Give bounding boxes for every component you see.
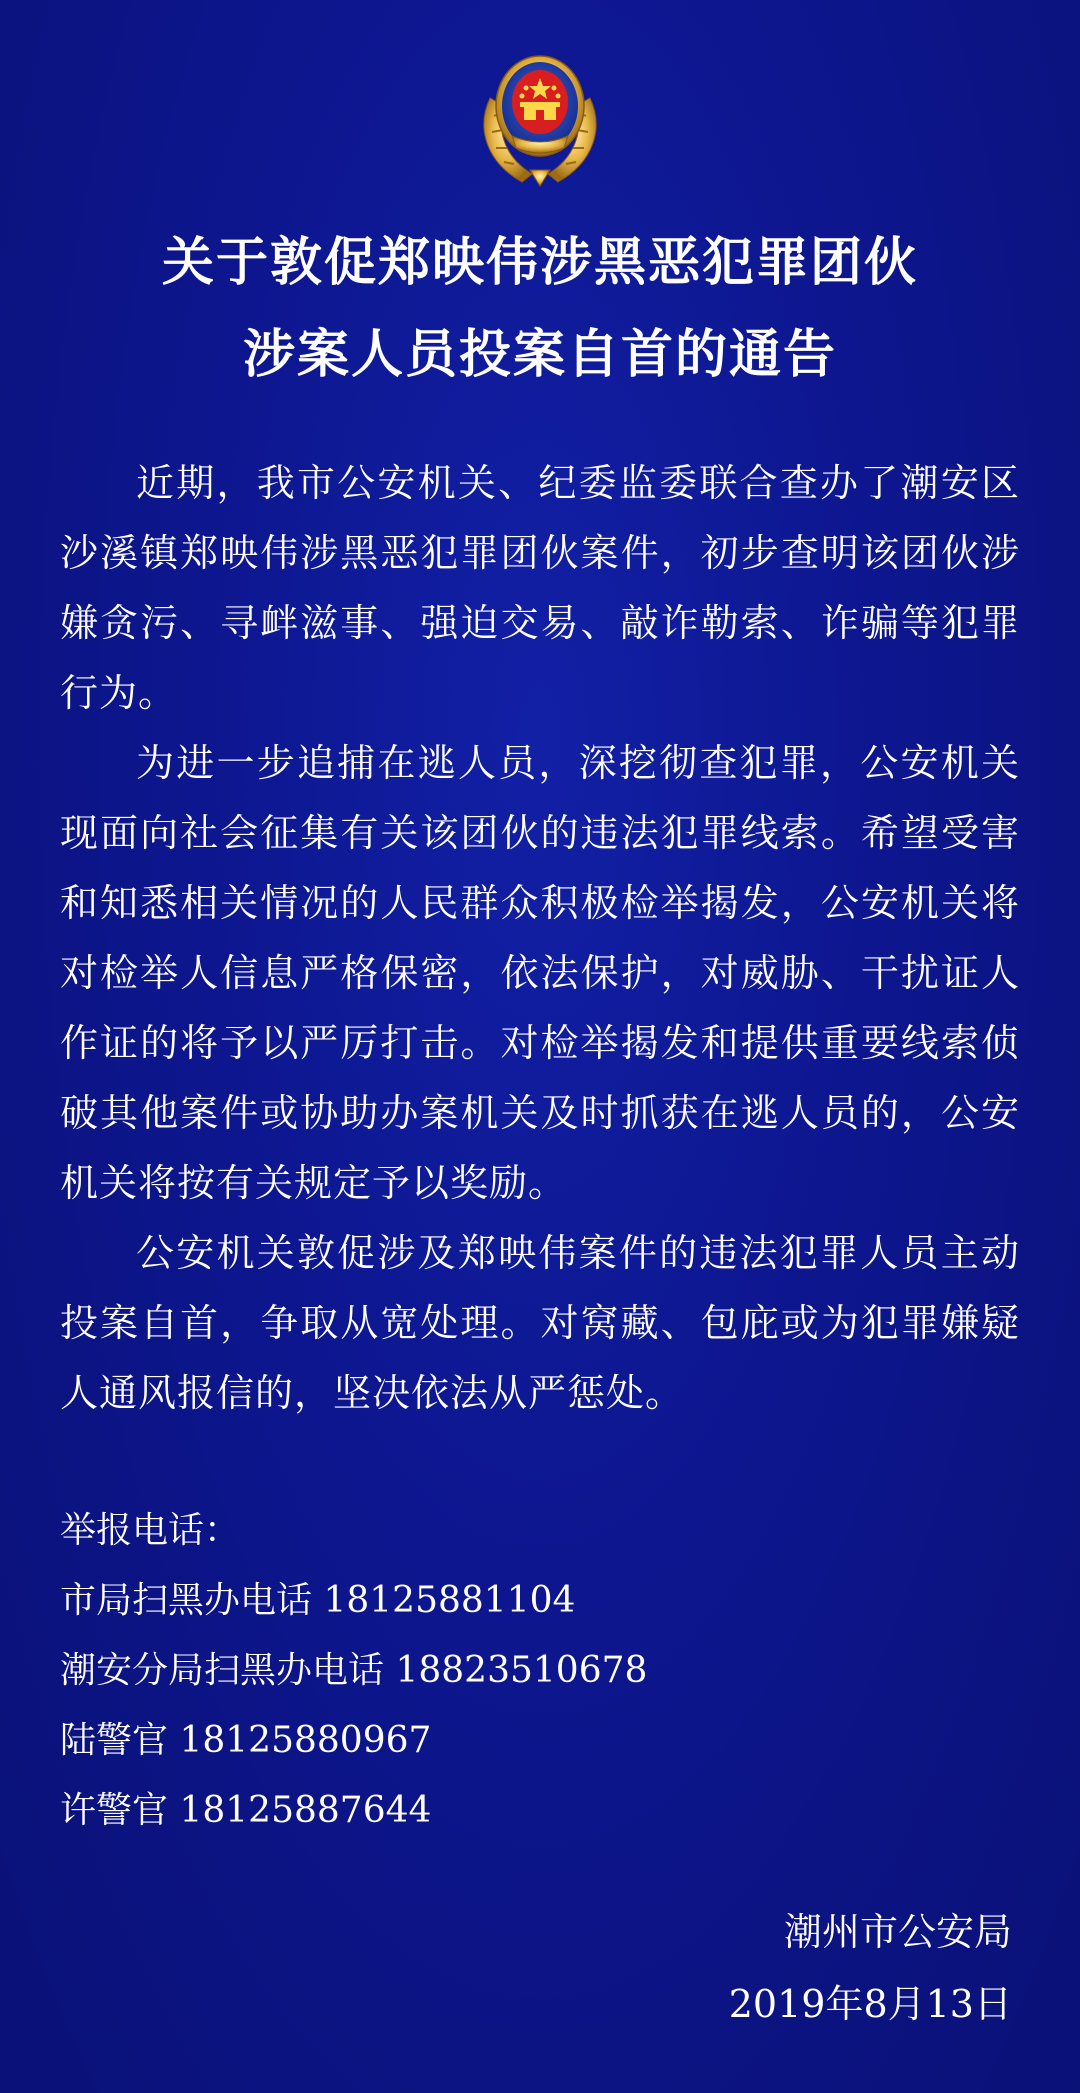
contact-label: 市局扫黑办电话 <box>60 1580 324 1621</box>
contact-label: 许警官 <box>60 1790 180 1831</box>
contact-item <box>60 1636 1020 1706</box>
paragraph-2: 为进一步追捕在逃人员，深挖彻查犯罪，公安机关现面向社会征集有关该团伙的违法犯罪线索。希望受害和知悉相关情况的人民群众积极检举揭发，公安机关将对检举人信息严格保密，依法保护，对威胁、干扰证人作证的将予以严厉打击。对检举揭发和提供重要线索侦破其他案件或协助办案机关及时抓获在逃人员的，公安机关将按有关规定予以奖励。 <box>60 741 1020 1205</box>
police-emblem-icon <box>460 36 620 196</box>
contact-label: 潮安分局扫黑办电话 <box>60 1650 396 1691</box>
issuer-name: 潮州市公安局 <box>783 1910 1012 1954</box>
notice-body <box>60 448 1020 1428</box>
contact-phone: 18125881104 <box>323 1580 576 1621</box>
signature-block <box>729 1896 1012 2040</box>
issue-date: 2019年8月13日 <box>728 1982 1012 2026</box>
contact-phone: 18125887644 <box>179 1790 432 1831</box>
contact-phone: 18823510678 <box>395 1650 648 1691</box>
contact-item <box>60 1706 1020 1776</box>
contact-list <box>60 1496 1020 1846</box>
contact-phone: 18125880967 <box>179 1720 432 1761</box>
contact-label: 陆警官 <box>60 1720 180 1761</box>
paragraph-1: 近期，我市公安机关、纪委监委联合查办了潮安区沙溪镇郑映伟涉黑恶犯罪团伙案件，初步查明该团伙涉嫌贪污、寻衅滋事、强迫交易、敲诈勒索、诈骗等犯罪行为。 <box>60 461 1020 715</box>
title-line-2: 涉案人员投案自首的通告 <box>242 325 837 385</box>
title-line-1: 关于敦促郑映伟涉黑恶犯罪团伙 <box>161 233 918 293</box>
contact-item <box>60 1566 1020 1636</box>
paragraph-3: 公安机关敦促涉及郑映伟案件的违法犯罪人员主动投案自首，争取从宽处理。对窝藏、包庇或为犯罪嫌疑人通风报信的，坚决依法从严惩处。 <box>60 1231 1020 1415</box>
contact-item <box>60 1776 1020 1846</box>
contact-heading: 举报电话： <box>60 1510 241 1551</box>
